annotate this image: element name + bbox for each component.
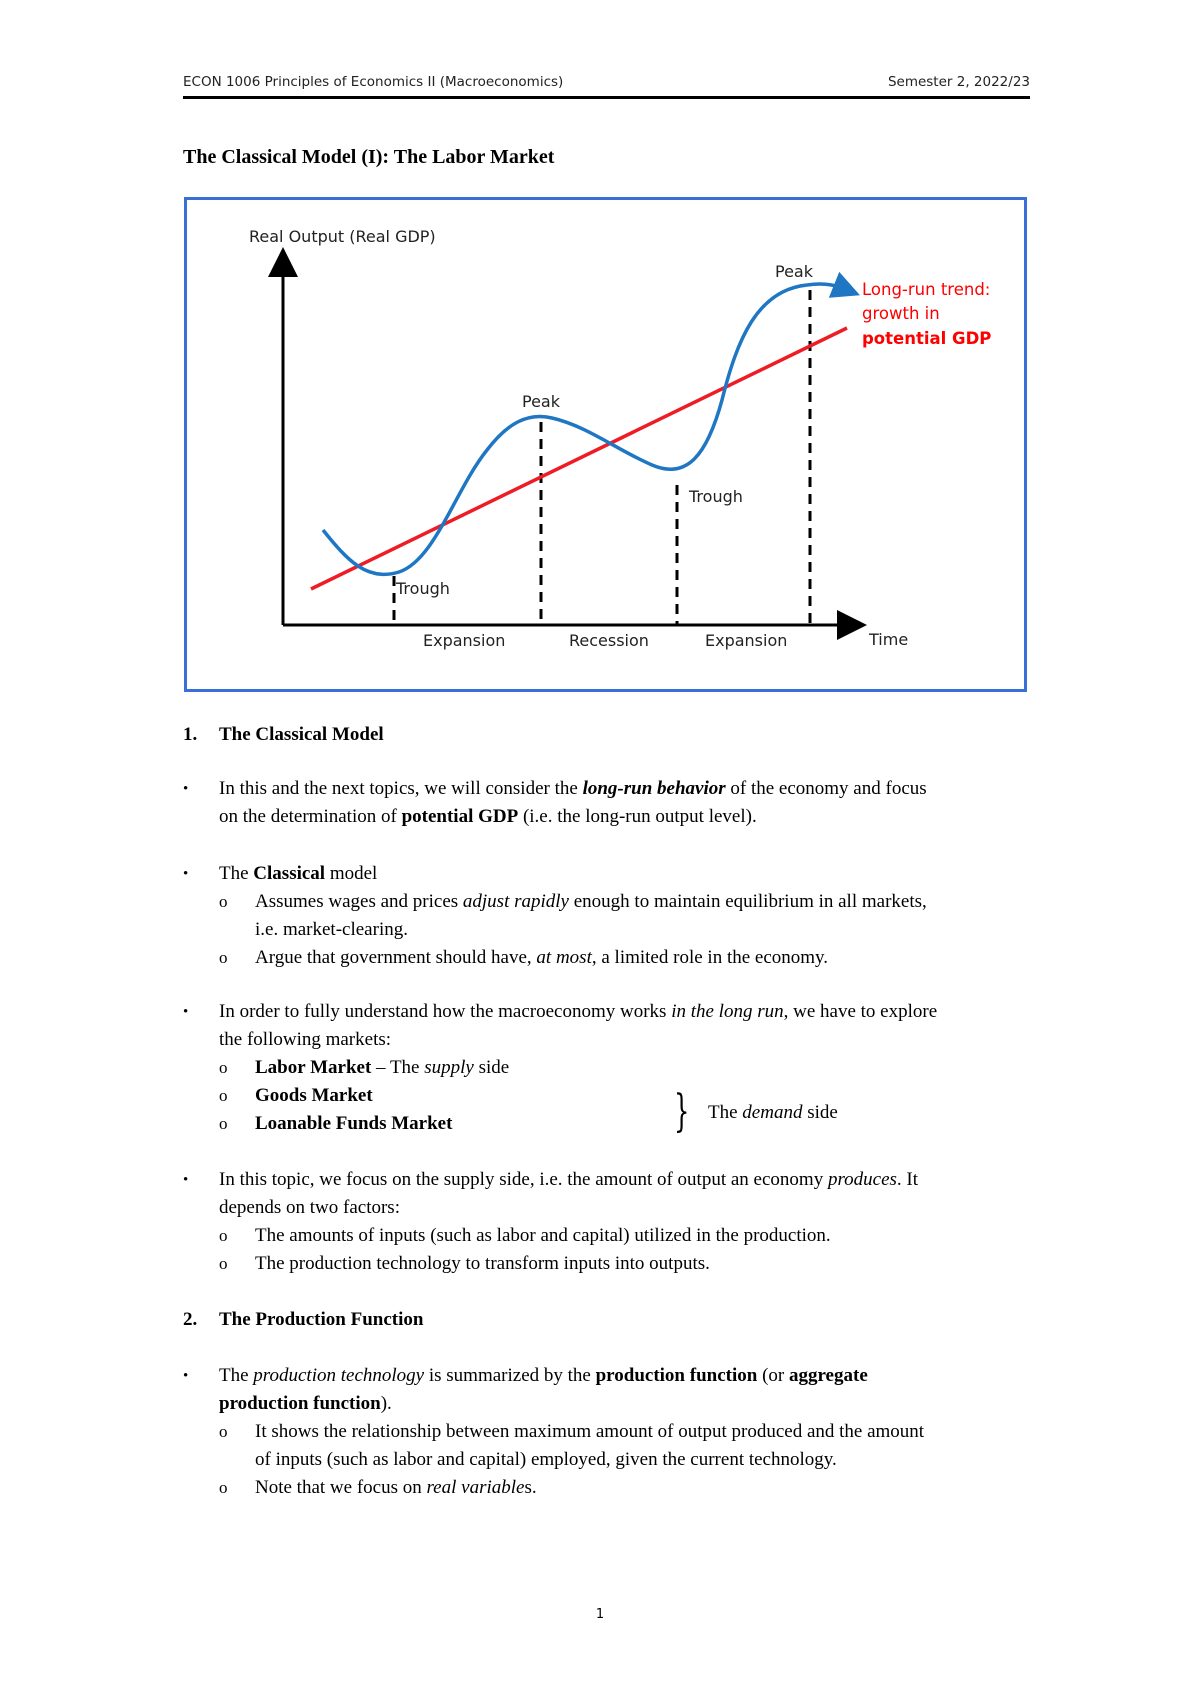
bullet-dot: • <box>183 866 189 882</box>
sub-bullet: o <box>219 1226 228 1245</box>
text-line: The production technology to transform inputs into outputs. <box>255 1253 710 1274</box>
text-line: Labor Market – The supply side <box>255 1057 510 1078</box>
business-cycle-curve <box>323 284 847 574</box>
bullet-dot: • <box>183 1368 189 1384</box>
long-run-trend-line <box>311 328 847 589</box>
text-line: on the determination of potential GDP (i.e. the long-run output level). <box>219 806 757 827</box>
trough-label-1: Trough <box>396 579 450 598</box>
text-line: The production technology is summarized by the production function (or aggregate <box>219 1365 868 1386</box>
text-line: the following markets: <box>219 1029 392 1050</box>
y-axis-label: Real Output (Real GDP) <box>249 227 436 246</box>
text-line: Note that we focus on real variables. <box>255 1477 537 1498</box>
trough-label-2: Trough <box>689 487 743 506</box>
section-1-number: 1. <box>183 724 198 745</box>
sub-bullet: o <box>219 1058 228 1077</box>
section-2-number: 2. <box>183 1309 198 1330</box>
peak-label-2: Peak <box>775 262 813 281</box>
text-line: Argue that government should have, at most, a limited role in the economy. <box>255 947 829 968</box>
phase-label-recession: Recession <box>569 631 649 650</box>
text-line: production function). <box>219 1393 392 1414</box>
text-line: The Classical model <box>219 863 378 884</box>
text-line: Assumes wages and prices adjust rapidly enough to maintain equilibrium in all markets, <box>255 891 927 912</box>
text-line: of inputs (such as labor and capital) employed, given the current technology. <box>255 1449 837 1470</box>
section-1-title: The Classical Model <box>219 724 384 745</box>
text-line: In this and the next topics, we will consider the long-run behavior of the economy and focus <box>219 778 927 799</box>
page-number: 1 <box>595 1607 605 1622</box>
business-cycle-figure <box>184 197 1027 692</box>
sub-bullet: o <box>219 892 228 911</box>
course-title: ECON 1006 Principles of Economics II (Macroeconomics) <box>183 74 564 90</box>
text-line: In this topic, we focus on the supply side, i.e. the amount of output an economy produces. It <box>219 1169 919 1190</box>
x-axis-label: Time <box>869 630 909 649</box>
phase-label-expansion-1: Expansion <box>423 631 506 650</box>
sub-bullet: o <box>219 948 228 967</box>
text-line: The amounts of inputs (such as labor and capital) utilized in the production. <box>255 1225 831 1246</box>
bullet-dot: • <box>183 1172 189 1188</box>
sub-bullet: o <box>219 1478 228 1497</box>
sub-bullet: o <box>219 1086 228 1105</box>
semester-label: Semester 2, 2022/23 <box>887 74 1030 90</box>
business-cycle-diagram <box>187 200 1030 695</box>
text-line: In order to fully understand how the macroeconomy works in the long run, we have to explore <box>219 1001 938 1022</box>
page-title: The Classical Model (I): The Labor Market <box>183 146 555 168</box>
page-header <box>183 72 1030 99</box>
phase-label-expansion-2: Expansion <box>705 631 788 650</box>
text-line: depends on two factors: <box>219 1197 400 1218</box>
peak-label-1: Peak <box>522 392 560 411</box>
text-line: It shows the relationship between maximum amount of output produced and the amount <box>255 1421 925 1442</box>
sub-bullet: o <box>219 1114 228 1133</box>
bullet-dot: • <box>183 1004 189 1020</box>
trend-label-line-1: Long-run trend: <box>862 280 991 299</box>
bullet-dot: • <box>183 781 189 797</box>
trend-label-line-3: potential GDP <box>862 329 992 348</box>
trend-label-line-2: growth in <box>862 304 940 323</box>
text-line: i.e. market-clearing. <box>255 919 408 940</box>
demand-side-label: The demand side <box>708 1102 838 1123</box>
section-2-title: The Production Function <box>219 1309 424 1330</box>
brace-icon: } <box>674 1086 690 1137</box>
text-line: Loanable Funds Market <box>255 1113 453 1134</box>
sub-bullet: o <box>219 1254 228 1273</box>
sub-bullet: o <box>219 1422 228 1441</box>
text-line: Goods Market <box>255 1085 373 1106</box>
